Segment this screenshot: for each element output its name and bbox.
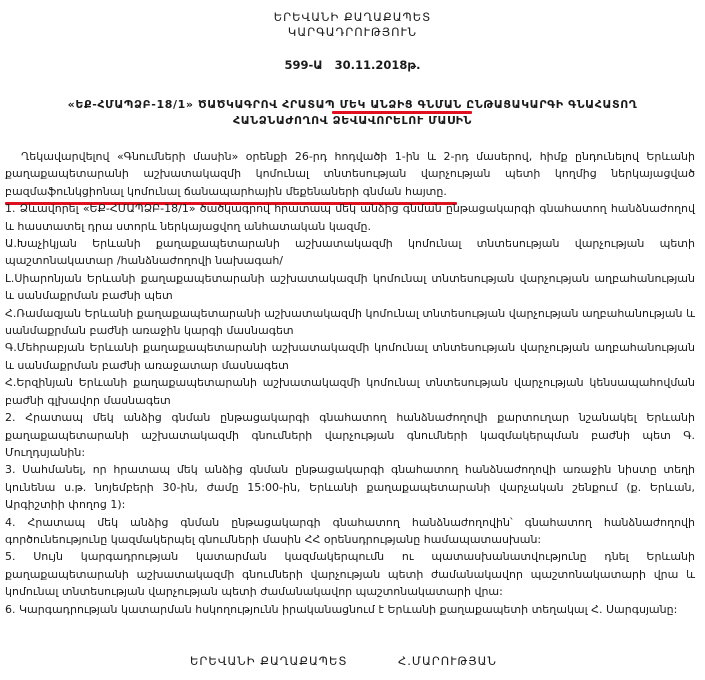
member-chair: Ա.Խաչիկյան Երևանի քաղաքապետարանի աշխատակազմի կոմունալ տնտեսության վարչության պետի պաշտոնակատար /հանձնաժողովի նախագահ/ [5, 237, 695, 268]
document-title-line-2: ՀԱՆՁՆԱԺՈՂՈՎ ՁԵՎԱՎՈՐԵԼՈՒ ՄԱՍԻՆ [232, 114, 473, 127]
member-2: Լ.Սիարոնյան Երևանի քաղաքապետարանի աշխատակազմի կոմունալ տնտեսության վարչության աղբահանության և սանմաքրման բաժնի պետ [5, 271, 695, 303]
clause-1: 1. Ձևավորել «ԵՔ-ՀՄԱՊՁԲ-18/1» ծածկագրով հրատապ մեկ անձից գնման ընթացակարգի գնահատող հանձնաժողով և հաստատել դրա ստորև ներկայացվող անհատական կազմը. [5, 202, 695, 233]
clause-3: 3. Սահմանել, որ հրատապ մեկ անձից գնման ընթացակարգի գնահատող հանձնաժողովի առաջին նիստը տեղի կունենա ս.թ. նոյեմբերի 30-ին, ժամը 15:00-ին, Երևանի քաղաքապետարանի վարչական շենքում (ք. Երևան, Արգիշտիի փողոց 1): [5, 463, 695, 512]
document-title-line-1: «ԵՔ-ՀՄԱՊՁԲ-18/1» ԾԱԾԿԱԳՐՈՎ ՀՐԱՏԱՊ ՄԵԿ ԱՆՁԻՑ ԳՆՄԱՆ ԸՆԹԱՑԱԿԱՐԳԻ ԳՆԱՀԱՏՈՂ [67, 98, 638, 111]
signatory-position: ԵՐԵՎԱՆԻ ՔԱՂԱՔԱՊԵՏ [190, 654, 348, 668]
document-body [5, 148, 695, 618]
clause-5: 5. Սույն կարգադրության կատարման կազմակերպումն ու պատասխանատվությունը դնել Երևանի քաղաքապետարանի աշխատակազմի գնումների վարչության պետի ժամանակավոր պաշտոնակատարի վրա և կոմունալ տնտեսության վարչության պետի ժամանակավոր պաշտոնակատարի վրա: [5, 550, 695, 599]
document-number-date: 599-Ա 30.11.2018թ. [284, 58, 421, 72]
document-type-heading: ԿԱՐԳԱԴՐՈՒԹՅՈՒՆ [287, 25, 418, 39]
clause-2: 2. Հրատապ մեկ անձից գնման ընթացակարգի գնահատող հանձնաժողովի քարտուղար նշանակել Երևանի քաղաքապետարանի աշխատակազմի գնումների վարչության գնումների կազմակերպման բաժնի պետ Գ. Մուղդսյանին: [5, 411, 695, 459]
member-4: Գ.Մեհրաբյան Երևանի քաղաքապետարանի աշխատակազմի կոմունալ տնտեսության վարչության աղբահանության և սանմաքրման բաժնի առաջատար մասնագետ [5, 341, 695, 372]
title-red-underline [332, 111, 472, 114]
clause-4: 4. Հրատապ մեկ անձից գնման ընթացակարգի գնահատող հանձնաժողովին՝ գնահատող հանձնաժողովի գործունեությունը կազմակերպել գնումների մասին ՀՀ օրենսդրությանը համապատասխան: [5, 515, 695, 546]
member-5: Հ.Երզինյան Երևանի քաղաքապետարանի աշխատակազմի կոմունալ տնտեսության վարչության կենսապահովման բաժնի գլխավոր մասնագետ [5, 376, 695, 407]
issuer-heading: ԵՐԵՎԱՆԻ ՔԱՂԱՔԱՊԵՏ [273, 10, 432, 24]
preamble-paragraph: Ղեկավարվելով «Գնումների մասին» օրենքի 26-րդ հոդվածի 1-ին և 2-րդ մասերով, հիմք ընդունելով Երևանի քաղաքապետարանի աշխատակազմի կոմունալ տնտեսության վարչության պետի կողմից ներկայացված բազմաֆունկցիոնալ կոմունալ ճանապարհային մեքենաների գնման հայտը. [5, 150, 695, 198]
member-3: Հ.Ռամազյան Երևանի քաղաքապետարանի աշխատակազմի կոմունալ տնտեսության վարչության աղբահանության և սանմաքրման բաժնի առաջին կարգի մասնագետ [5, 306, 695, 338]
signatory-name: Հ.ՄԱՐՈՒԹՅԱՆ [398, 654, 497, 668]
clause-6: 6. Կարգադրության կատարման հսկողությունն իրականացնում է Երևանի քաղաքապետի տեղակալ Հ. Սարգսյանը: [5, 602, 678, 616]
